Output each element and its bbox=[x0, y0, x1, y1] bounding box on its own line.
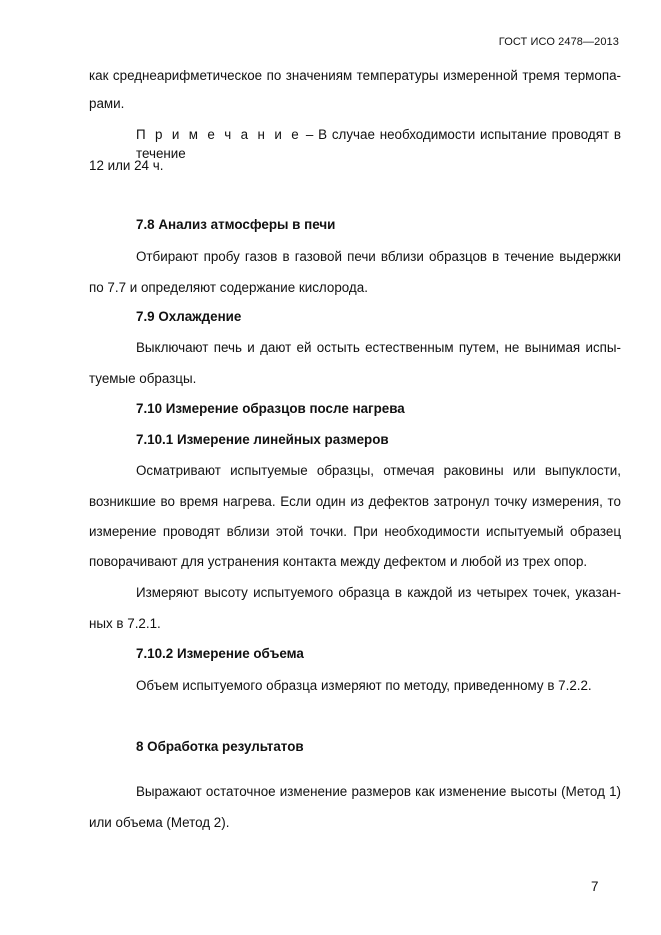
document-header: ГОСТ ИСО 2478—2013 bbox=[498, 36, 619, 48]
section-heading-7-8: 7.8 Анализ атмосферы в печи bbox=[136, 217, 336, 232]
paragraph-line: ных в 7.2.1. bbox=[89, 616, 161, 631]
paragraph-line: Выражают остаточное изменение размеров как изменение высоты (Метод 1) bbox=[136, 784, 621, 799]
page-number: 7 bbox=[591, 879, 599, 894]
note-text: – В случае необходимости испытание проводят в течение bbox=[136, 127, 622, 161]
paragraph-line: Объем испытуемого образца измеряют по методу, приведенному в 7.2.2. bbox=[136, 678, 592, 693]
paragraph-line: возникшие во время нагрева. Если один из дефектов затронул точку измерения, то bbox=[89, 494, 621, 509]
section-heading-7-10: 7.10 Измерение образцов после нагрева bbox=[136, 401, 405, 416]
paragraph-line: по 7.7 и определяют содержание кислорода. bbox=[89, 280, 368, 295]
section-heading-7-10-1: 7.10.1 Измерение линейных размеров bbox=[136, 432, 389, 447]
paragraph-line: Отбирают пробу газов в газовой печи вблизи образцов в течение выдержки bbox=[136, 249, 621, 264]
paragraph-line: как среднеарифметическое по значениям температуры измеренной тремя термопа- bbox=[89, 68, 621, 83]
section-heading-8: 8 Обработка результатов bbox=[136, 739, 304, 754]
paragraph-line: измерение проводят вблизи этой точки. При необходимости испытуемый образец bbox=[89, 524, 621, 539]
paragraph-line: 12 или 24 ч. bbox=[89, 158, 164, 173]
note-label: П р и м е ч а н и е bbox=[136, 127, 301, 142]
paragraph-line: туемые образцы. bbox=[89, 371, 197, 386]
section-heading-7-9: 7.9 Охлаждение bbox=[136, 309, 242, 324]
paragraph-line: Измеряют высоту испытуемого образца в каждой из четырех точек, указан- bbox=[136, 585, 621, 600]
paragraph-line: Осматривают испытуемые образцы, отмечая раковины или выпуклости, bbox=[136, 463, 621, 478]
paragraph-line: поворачивают для устранения контакта между дефектом и любой из трех опор. bbox=[89, 554, 588, 569]
paragraph-line: или объема (Метод 2). bbox=[89, 815, 230, 830]
paragraph-line: Выключают печь и дают ей остыть естественным путем, не вынимая испы- bbox=[136, 340, 621, 355]
section-heading-7-10-2: 7.10.2 Измерение объема bbox=[136, 646, 304, 661]
paragraph-line: рами. bbox=[89, 96, 125, 111]
